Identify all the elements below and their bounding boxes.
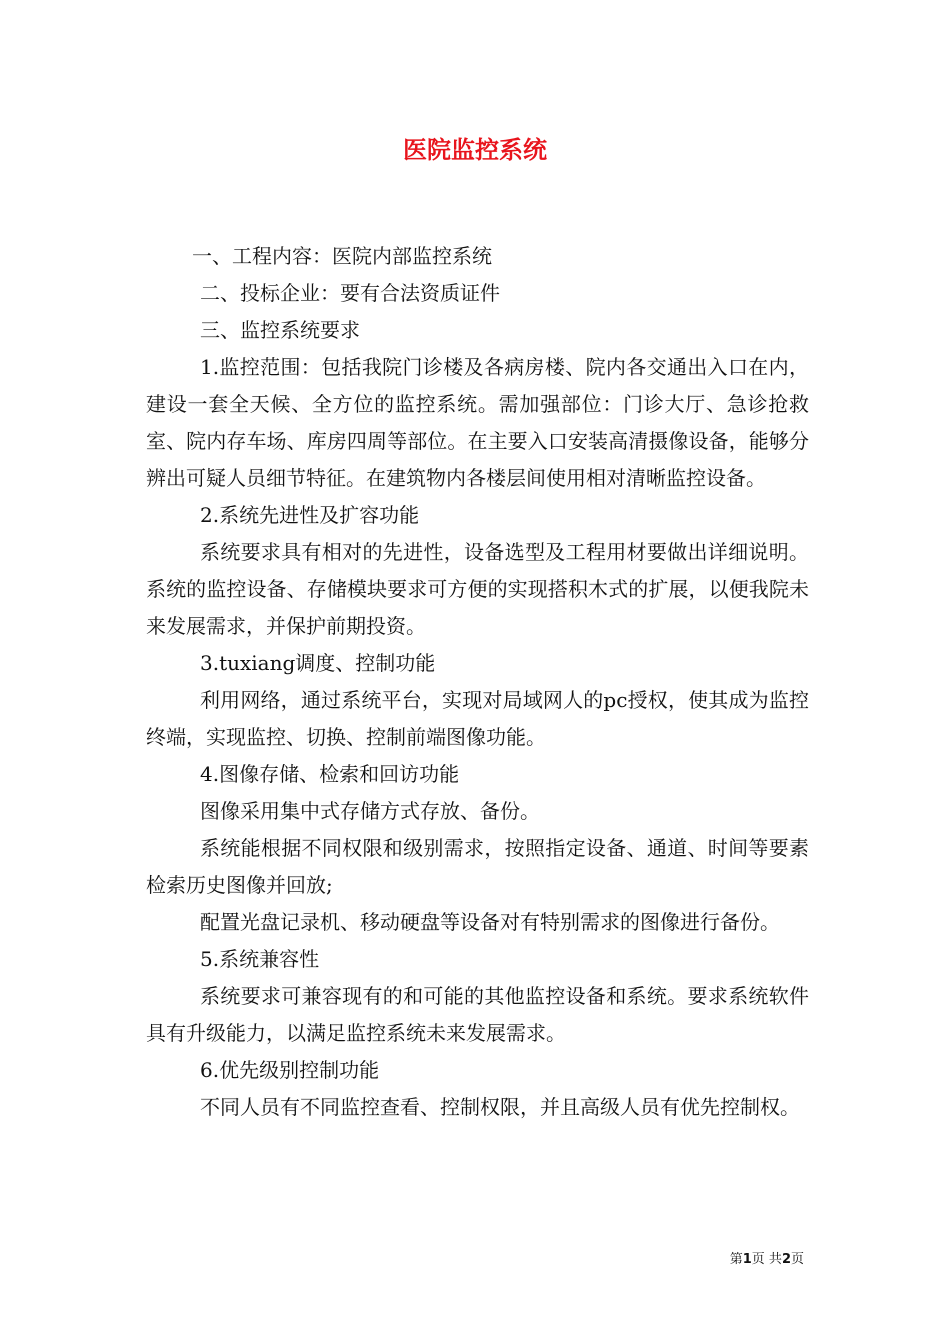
paragraph: 系统能根据不同权限和级别需求，按照指定设备、通道、时间等要素检索历史图像并回放; <box>146 836 809 897</box>
paragraph: 系统要求可兼容现有的和可能的其他监控设备和系统。要求系统软件具有升级能力，以满足监控系统未来发展需求。 <box>146 984 809 1045</box>
paragraph: 6.优先级别控制功能 <box>200 1058 380 1082</box>
paragraph: 三、监控系统要求 <box>200 318 360 342</box>
footer-middle: 页 共 <box>751 1252 782 1267</box>
page-number-footer <box>730 1248 804 1267</box>
paragraph: 1.监控范围：包括我院门诊楼及各病房楼、院内各交通出入口在内，建设一套全天候、全方位的监控系统。需加强部位：门诊大厅、急诊抢救室、院内存车场、库房四周等部位。在主要入口安装高清摄像设备，能够分辨出可疑人员细节特征。在建筑物内各楼层间使用相对清晰监控设备。 <box>146 355 809 490</box>
paragraph: 4.图像存储、检索和回访功能 <box>200 762 460 786</box>
paragraph: 二、投标企业：要有合法资质证件 <box>200 281 500 305</box>
paragraph: 系统要求具有相对的先进性，设备选型及工程用材要做出详细说明。系统的监控设备、存储模块要求可方便的实现搭积木式的扩展，以便我院未来发展需求，并保护前期投资。 <box>146 540 809 638</box>
paragraph: 利用网络，通过系统平台，实现对局域网人的pc授权，使其成为监控终端，实现监控、切换、控制前端图像功能。 <box>146 688 809 749</box>
footer-total-pages: 2 <box>781 1252 791 1267</box>
document-body <box>146 238 809 1126</box>
paragraph: 图像采用集中式存储方式存放、备份。 <box>200 799 540 823</box>
paragraph: 不同人员有不同监控查看、控制权限，并且高级人员有优先控制权。 <box>200 1095 800 1119</box>
document-title: 医院监控系统 <box>403 136 547 164</box>
paragraph: 配置光盘记录机、移动硬盘等设备对有特别需求的图像进行备份。 <box>200 910 780 934</box>
paragraph: 2.系统先进性及扩容功能 <box>200 503 420 527</box>
paragraph: 3.tuxiang调度、控制功能 <box>200 651 436 675</box>
paragraph: 一、工程内容：医院内部监控系统 <box>192 244 492 268</box>
footer-prefix: 第 <box>729 1252 743 1267</box>
paragraph: 5.系统兼容性 <box>200 947 320 971</box>
footer-suffix: 页 <box>790 1252 804 1267</box>
footer-current-page: 1 <box>742 1252 752 1267</box>
